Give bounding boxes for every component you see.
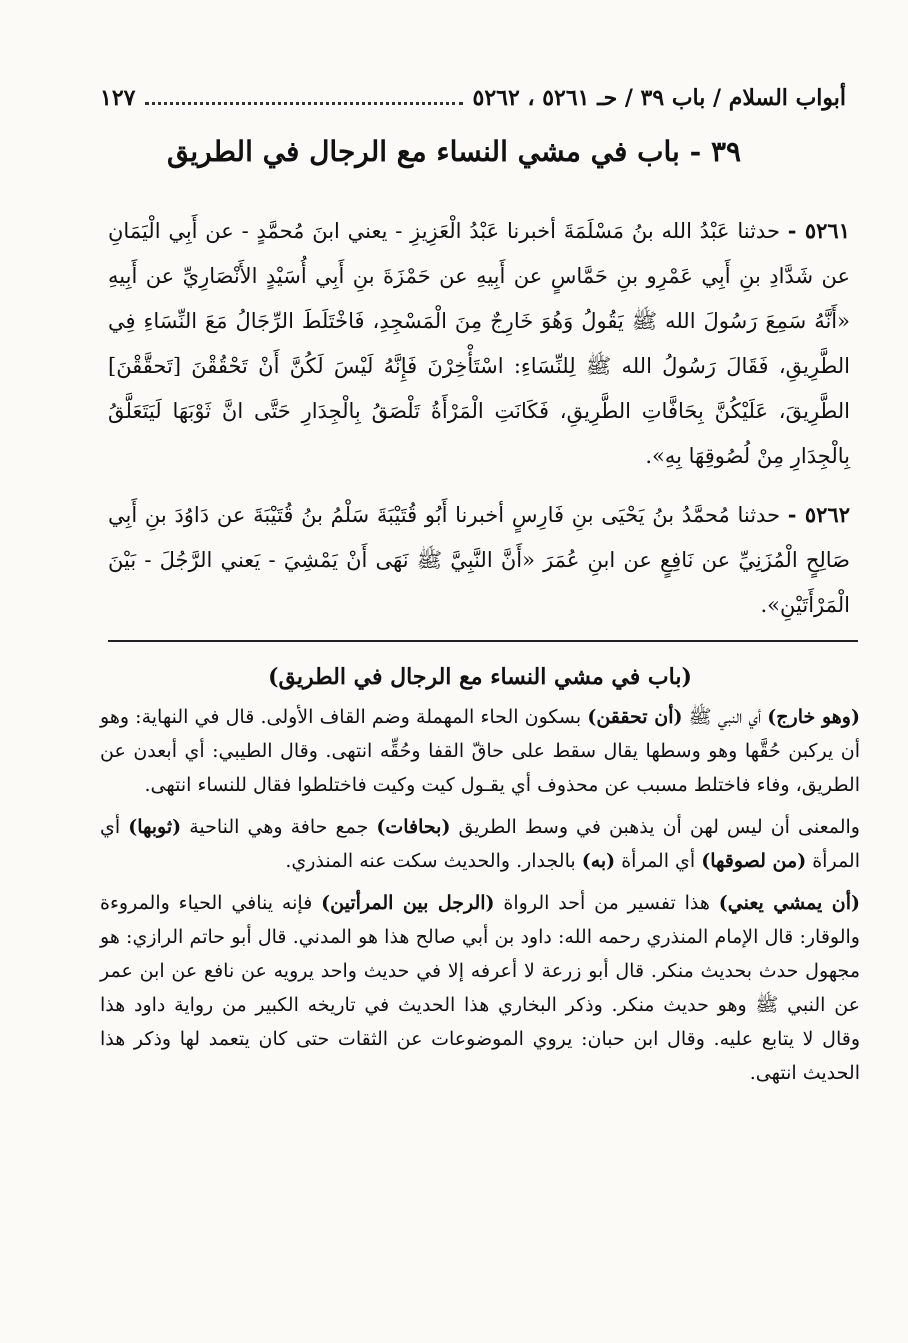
- commentary-keyword: (أن يمشي يعني): [718, 892, 860, 914]
- commentary-text: هذا تفسير من أحد الرواة: [494, 892, 719, 914]
- hadith-5262: [108, 492, 850, 628]
- commentary-text: فإنه ينافي الحياء والمروءة والوقار: قال الإمام المنذري رحمه الله: داود بن أبي صالح هذا هو المدني. قال أبو حاتم الرازي: هو مجهول حدث بحديث منكر. قال أبو زرعة لا أعرفه إلا في حديث واحد يرويه عن نافع عن ابن عمر عن النبي ﷺ وهو حديث منكر. وذكر البخاري هذا الحديث في تاريخه الكبير من رواية داود هذا وقال لا يتابع عليه. وقال ابن حبان: يروي الموضوعات عن الثقات حتى كان يتعمد لها وذكر هذا الحديث انتهى.: [100, 892, 860, 1084]
- hadith-text: حدثنا عَبْدُ الله بنُ مَسْلَمَةَ أخبرنا عَبْدُ الْعَزِيزِ - يعني ابنَ مُحمَّدٍ - عن أَبِي الْيَمَانِ عن شَدَّادِ بنِ أَبِي عَمْرِو بنِ حَمَّاسٍ عن أَبِيهِ عن حَمْزَةَ بنِ أَبِي أُسَيْدٍ الأَنْصَارِيِّ عن أَبِيهِ «أَنَّهُ سَمِعَ رَسُولَ الله ﷺ يَقُولُ وَهُوَ خَارِجٌ مِنَ الْمَسْجِدِ، فَاخْتَلَطَ الرِّجَالُ مَعَ النِّسَاءِ فِي الطَّرِيقِ، فَقَالَ رَسُولُ الله ﷺ لِلنِّسَاءِ: اسْتَأْخِرْنَ فَإِنَّهُ لَيْسَ لَكُنَّ أَنْ تَحْقُقْنَ [تَحقَّقْنَ] الطَّرِيقَ، عَلَيْكُنَّ بِحَافَّاتِ الطَّرِيقِ، فَكَانَتِ الْمَرْأَةُ تَلْصَقُ بِالْجِدَارِ حَتَّى انَّ ثَوْبَهَا لَيَتَعَلَّقُ بِالْجِدَارِ مِنْ لُصُوقِهَا بِهِ».: [108, 219, 850, 468]
- commentary-heading: (باب في مشي النساء مع الرجال في الطريق): [268, 664, 692, 690]
- hadith-text: حدثنا مُحمَّدُ بنُ يَحْيَى بنِ فَارِسٍ أخبرنا أَبُو قُتَيْبَةَ سَلْمُ بنُ قُتَيْبَةَ عن دَاوُدَ بنِ أَبِي صَالِحٍ الْمُزَنِيِّ عن نَافِعٍ عن ابنِ عُمَرَ «أَنَّ النَّبِيَّ ﷺ نَهَى أَنْ يَمْشِيَ - يَعني الرَّجُلَ - بَيْنَ الْمَرْأَتَيْنِ».: [108, 503, 850, 617]
- page-number: ١٢٧: [100, 85, 136, 111]
- hadith-number: ٥٢٦٢ -: [787, 502, 850, 527]
- commentary-text: أي النبي ﷺ: [682, 706, 768, 728]
- commentary-body: [100, 700, 860, 1090]
- commentary-paragraph: [100, 700, 860, 802]
- commentary-keyword: (وهو خارج): [767, 706, 860, 728]
- commentary-text: بسكون الحاء المهملة وضم القاف الأولى. قال في النهاية: وهو أن يركبن حُقَّها وهو وسطها يقال سقط على حاقّ القفا وحُقِّه انتهى. وقال الطيبي: أي أبعدن عن الطريق، وفاء فاختلط مسبب عن محذوف أي يقـول كيت وكيت فاختلطوا فقال للنساء انتهى.: [100, 706, 860, 796]
- commentary-keyword: (ثوبها): [128, 816, 182, 838]
- running-header: [100, 78, 846, 118]
- hadith-5261: [108, 208, 850, 479]
- commentary-keyword: (أن تحققن): [587, 706, 683, 728]
- commentary-keyword: (به): [581, 850, 616, 872]
- section-divider: [108, 640, 858, 642]
- commentary-keyword: (بحافات): [376, 816, 451, 838]
- commentary-paragraph: [100, 810, 860, 878]
- commentary-text: أي المرأة: [100, 816, 860, 872]
- hadith-number: ٥٢٦١ -: [787, 218, 850, 243]
- commentary-keyword: (الرجل بين المرأتين): [321, 892, 495, 914]
- commentary-section: [100, 660, 860, 1098]
- commentary-text: أي المرأة: [615, 850, 702, 872]
- running-title: أبواب السلام / باب ٣٩ / حـ ٥٢٦١ ، ٥٢٦٢: [472, 85, 846, 111]
- commentary-text: جمع حافة وهي الناحية: [181, 816, 377, 838]
- commentary-paragraph: [100, 886, 860, 1090]
- commentary-keyword: (من لصوقها): [701, 850, 807, 872]
- commentary-text: بالجدار. والحديث سكت عنه المنذري.: [285, 850, 582, 872]
- commentary-text: والمعنى أن ليس لهن أن يذهبن في وسط الطريق: [450, 816, 860, 838]
- chapter-title: ٣٩ - باب في مشي النساء مع الرجال في الطريق: [166, 135, 742, 168]
- dotted-leader: [145, 102, 462, 105]
